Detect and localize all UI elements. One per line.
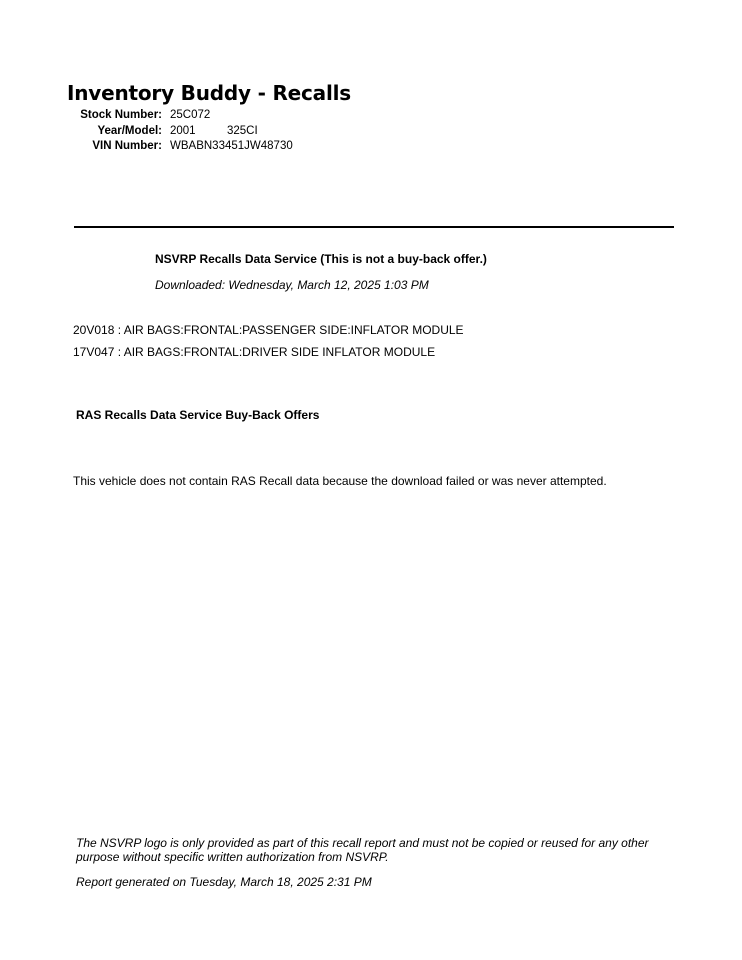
- ras-heading: RAS Recalls Data Service Buy-Back Offers: [76, 408, 320, 422]
- logo-notice: The NSVRP logo is only provided as part of this recall report and must not be copied or reused for any other purpose without specific written authorization from NSVRP.: [76, 836, 649, 864]
- stock-number-label: Stock Number:: [80, 109, 162, 121]
- vin-number-row: [0, 140, 742, 155]
- year-value: 2001: [170, 125, 196, 137]
- vin-number-value: WBABN33451JW48730: [170, 140, 293, 152]
- nsvrp-heading: NSVRP Recalls Data Service (This is not a buy-back offer.): [155, 252, 487, 266]
- ras-message: This vehicle does not contain RAS Recall data because the download failed or was never attempted.: [73, 474, 607, 488]
- report-generated: Report generated on Tuesday, March 18, 2025 2:31 PM: [76, 875, 372, 889]
- nsvrp-downloaded-date: Downloaded: Wednesday, March 12, 2025 1:03 PM: [155, 278, 429, 292]
- page-title: Inventory Buddy - Recalls: [67, 81, 351, 105]
- year-model-row: [0, 125, 742, 140]
- vin-number-label: VIN Number:: [92, 140, 162, 152]
- stock-number-value: 25C072: [170, 109, 211, 121]
- section-divider: [74, 226, 674, 228]
- recall-item: 17V047 : AIR BAGS:FRONTAL:DRIVER SIDE INFLATOR MODULE: [73, 345, 436, 359]
- model-value: 325CI: [227, 125, 258, 137]
- year-model-label: Year/Model:: [97, 125, 162, 137]
- recall-item: 20V018 : AIR BAGS:FRONTAL:PASSENGER SIDE:INFLATOR MODULE: [73, 323, 464, 337]
- stock-number-row: [0, 109, 742, 124]
